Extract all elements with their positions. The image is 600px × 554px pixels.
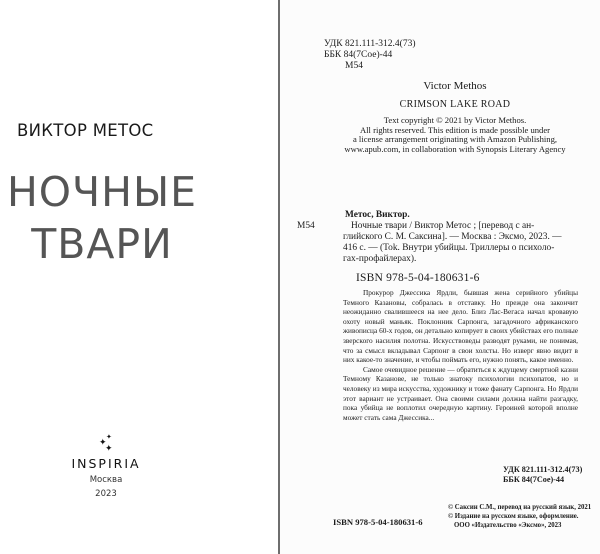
isbn-main: ISBN 978-5-04-180631-6 bbox=[356, 272, 480, 284]
udk-code-bottom: УДК 821.111-312.4(73) bbox=[503, 465, 583, 474]
classification-bottom bbox=[503, 465, 582, 484]
author-name: ВИКТОР МЕТОС bbox=[17, 121, 154, 140]
sparkle-stars-icon: ✦ ✦ ✦ bbox=[99, 433, 113, 453]
original-edition-info bbox=[320, 80, 590, 154]
bib-code: М54 bbox=[297, 221, 315, 231]
copyright-line: www.apub.com, in collaboration with Synopsis Literary Agency bbox=[344, 143, 566, 154]
copyright-line: All rights reserved. This edition is made possible under bbox=[359, 124, 551, 135]
bib-description bbox=[343, 221, 587, 265]
publisher-logo bbox=[64, 433, 148, 499]
publication-city: Москва bbox=[89, 475, 123, 485]
original-author: Victor Methos bbox=[423, 80, 487, 92]
copyright-notices bbox=[448, 504, 591, 530]
annotation bbox=[343, 288, 578, 422]
copyright-translation: © Саксин С.М., перевод на русский язык, 2021 bbox=[448, 504, 592, 511]
classification-top bbox=[324, 39, 416, 72]
bbk-code: ББК 84(7Сое)-44 bbox=[324, 50, 393, 60]
left-page-title bbox=[0, 0, 278, 554]
author-mark: М54 bbox=[345, 61, 363, 71]
book-title-line-2: ТВАРИ bbox=[31, 220, 173, 268]
book-title bbox=[0, 166, 207, 270]
copyright-edition: © Издание на русском языке, оформление. bbox=[448, 512, 579, 520]
bib-line: глийского С. М. Саксина]. — Москва : Эксмо, 2023. — bbox=[343, 232, 562, 242]
bib-heading: Метос, Виктор. bbox=[345, 210, 410, 220]
copyright-line: a license arrangement originating with Amazon Publishing, bbox=[352, 134, 558, 145]
copyright-line: Text copyright © 2021 by Victor Methos. bbox=[383, 115, 527, 125]
publisher-name: INSPIRIA bbox=[71, 456, 141, 471]
annotation-paragraph: Самое очевидное решение — обратиться к ждущему смертной казни Темному Казанове, не только знатоку психологии психопатов, но и человеку из мира искусства, художнику и тоже фанату Сарпонга. Но Ярдли этот вариант не устраивает. Она своими силами должна найти разгадку, пока убийца не воплотил очередную картину. Героиней которой вполне может стать сама Джессика... bbox=[343, 364, 578, 422]
copyright-publisher: ООО «Издательство «Эксмо», 2023 bbox=[454, 521, 562, 529]
bibliographic-record bbox=[297, 210, 587, 265]
udk-code: УДК 821.111-312.4(73) bbox=[324, 39, 416, 49]
book-title-line-1: НОЧНЫЕ bbox=[6, 168, 198, 216]
bib-line: 416 с. — (Tok. Внутри убийцы. Триллеры о психоло- bbox=[343, 243, 555, 253]
publication-year: 2023 bbox=[95, 489, 117, 499]
isbn-bottom: ISBN 978-5-04-180631-6 bbox=[333, 517, 423, 527]
bib-line: гах-профайлерах). bbox=[343, 254, 417, 264]
right-page-imprint bbox=[280, 0, 600, 554]
original-copyright bbox=[320, 116, 590, 154]
annotation-paragraph: Прокурор Джессика Ярдли, бывшая жена серийного убийцы Темного Казановы, собралась в отставку. Но прежде она закончит неожиданно свалившееся на нее дело. Близ Лас-Вегаса начал кровавую охоту новый маньяк. Поклонник Сарпонга, загадочного африканского живописца 60-х годов, он детально копирует в своих убийствах его полные зверского насилия полотна. Искусствоведы разводят руками, не понимая, что за смысл вкладывал Сарпонг в свои холсты. Но изверг явно видит в них какое-то значение, и чтобы поймать его, нужно понять, какое именно. bbox=[343, 288, 578, 365]
bib-line: Ночные твари / Виктор Метос ; [перевод с ан- bbox=[351, 221, 535, 231]
original-title: CRIMSON LAKE ROAD bbox=[399, 99, 511, 110]
bbk-code-bottom: ББК 84(7Сое)-44 bbox=[503, 474, 565, 484]
